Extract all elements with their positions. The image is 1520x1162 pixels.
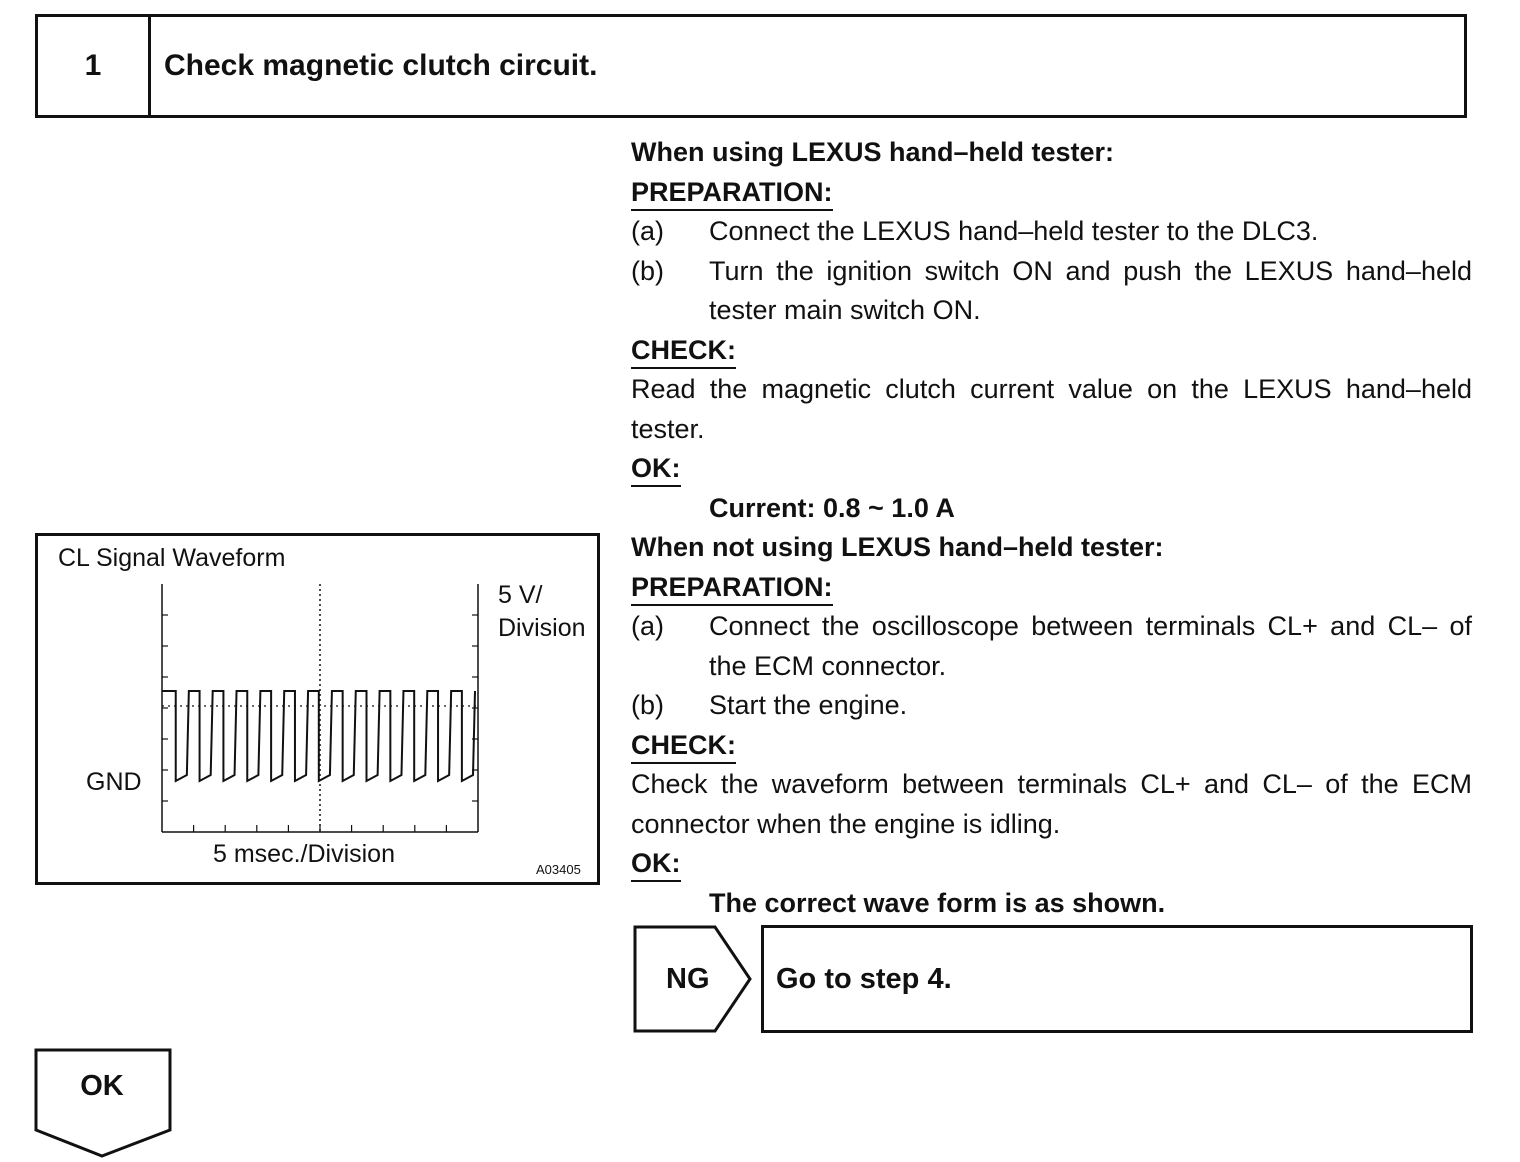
ok-arrow-shape	[34, 1048, 174, 1160]
no-tester-ok-spec: The correct wave form is as shown.	[709, 887, 1166, 918]
ok-branch	[34, 1048, 174, 1160]
tester-prep-a	[631, 212, 1472, 252]
tester-prep-b-text: Turn the ignition switch ON and push the LEXUS hand–held tester main switch ON.	[709, 255, 1472, 325]
waveform-title: CL Signal Waveform	[58, 544, 286, 572]
no-tester-prep-a	[631, 607, 1472, 686]
no-tester-ok-label: OK:	[631, 846, 681, 882]
no-tester-check-label: CHECK:	[631, 728, 736, 764]
ok-label: OK	[80, 1070, 124, 1102]
tester-ok-spec: Current: 0.8 ~ 1.0 A	[709, 492, 955, 523]
tester-prep-b-label: (b)	[631, 255, 664, 286]
tester-preparation-label: PREPARATION:	[631, 175, 833, 211]
signal-trace	[162, 691, 475, 781]
ng-branch	[633, 925, 1473, 1033]
no-tester-prep-b-text: Start the engine.	[709, 690, 908, 720]
tester-check-text: Read the magnetic clutch current value on the LEXUS hand–held tester.	[631, 374, 1472, 444]
time-scale-label: 5 msec./Division	[213, 840, 395, 868]
waveform-figure	[35, 533, 600, 885]
ng-label: NG	[666, 962, 710, 995]
no-tester-preparation-label: PREPARATION:	[631, 570, 833, 606]
tester-prep-a-text: Connect the LEXUS hand–held tester to the DLC3.	[709, 216, 1319, 246]
no-tester-check-text: Check the waveform between terminals CL+ and CL– of the ECM connector when the engine is idling.	[631, 769, 1472, 839]
tester-check-label: CHECK:	[631, 333, 736, 369]
no-tester-prep-a-text: Connect the oscilloscope between terminals CL+ and CL– of the ECM connector.	[709, 611, 1472, 681]
no-tester-prep-a-label: (a)	[631, 611, 664, 641]
tester-prep-a-label: (a)	[631, 216, 664, 246]
no-tester-prep-b-label: (b)	[631, 690, 664, 720]
ng-action	[761, 925, 1473, 1033]
figure-id: A03405	[536, 862, 581, 877]
step-title: Check magnetic clutch circuit.	[164, 49, 598, 82]
tester-heading: When using LEXUS hand–held tester:	[631, 137, 1115, 167]
ng-action-text: Go to step 4.	[776, 962, 952, 995]
waveform-plot	[38, 536, 603, 888]
tester-prep-b	[631, 252, 1472, 331]
volt-scale-line-2: Division	[498, 614, 586, 642]
procedure-text	[631, 133, 1472, 923]
no-tester-heading: When not using LEXUS hand–held tester:	[631, 532, 1164, 562]
step-header	[35, 14, 1467, 118]
no-tester-prep-b	[631, 686, 1472, 726]
tester-ok-label: OK:	[631, 451, 681, 487]
gnd-label: GND	[86, 768, 142, 796]
volt-scale-line-1: 5 V/	[498, 581, 543, 609]
step-number: 1	[38, 17, 151, 115]
